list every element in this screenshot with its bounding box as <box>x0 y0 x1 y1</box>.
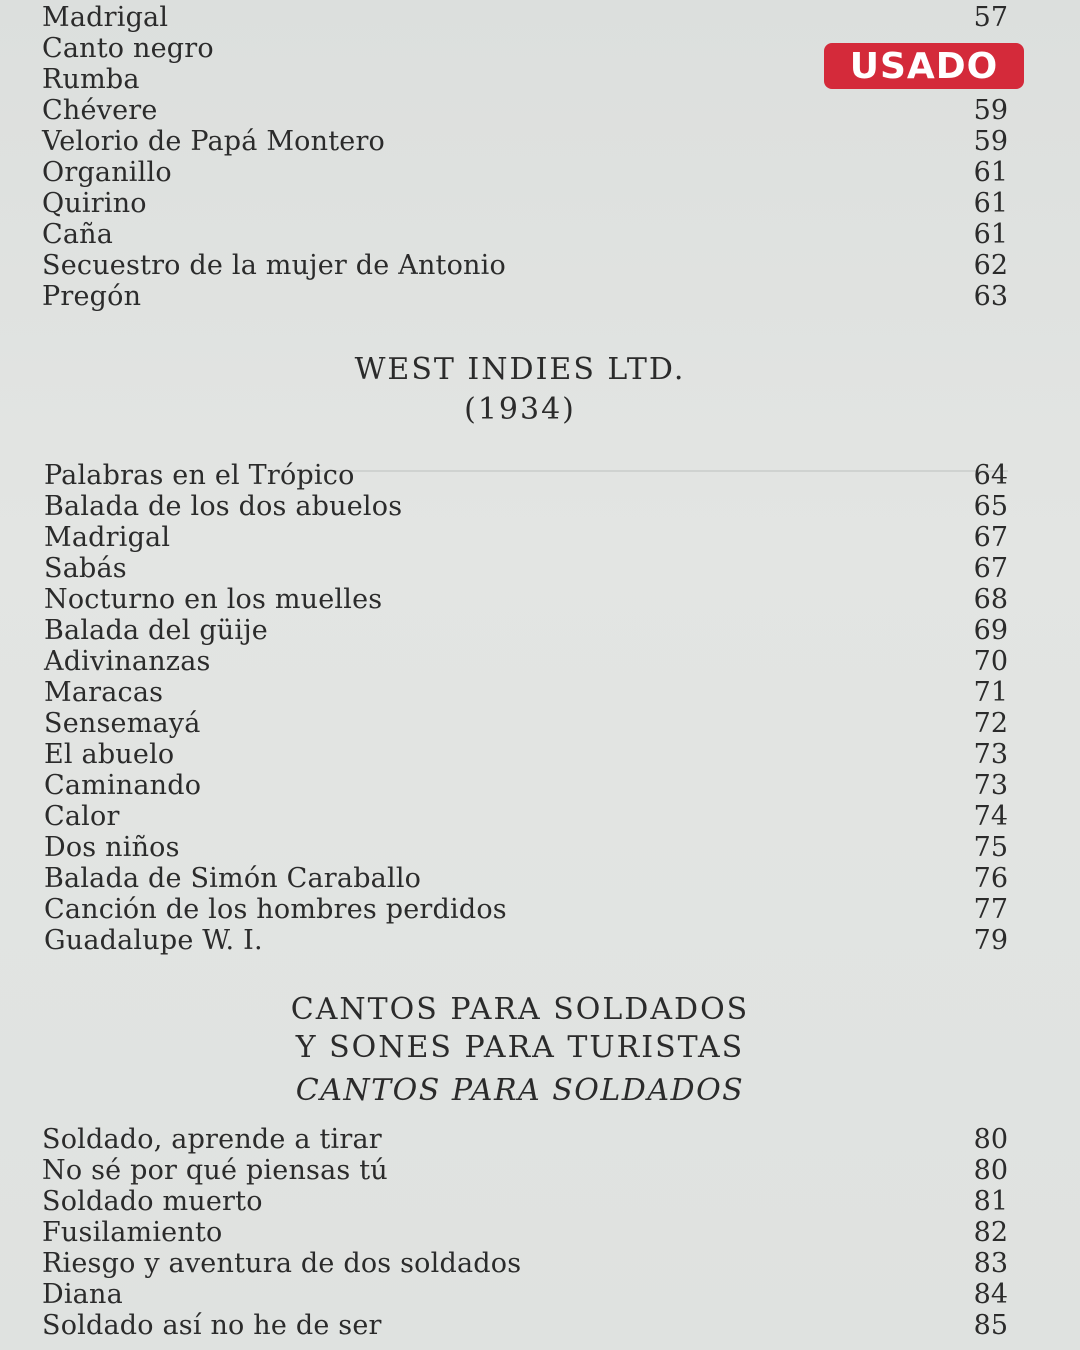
toc-entry <box>42 157 1008 188</box>
toc-entry <box>42 2 1008 33</box>
toc-entry-title: Organillo <box>42 157 172 188</box>
toc-entry <box>42 95 1008 126</box>
toc-entry <box>44 491 1008 522</box>
toc-entry <box>42 1186 1008 1217</box>
toc-entry-title: Riesgo y aventura de dos soldados <box>42 1248 522 1279</box>
used-badge: USADO <box>824 43 1024 89</box>
toc-entry-page: 79 <box>973 925 1008 956</box>
toc-entry <box>42 1310 1008 1341</box>
section-title-cantos-line1: CANTOS PARA SOLDADOS <box>290 992 750 1027</box>
toc-entry <box>44 832 1008 863</box>
toc-entry <box>42 188 1008 219</box>
toc-entry-title: Chévere <box>42 95 158 126</box>
toc-entry <box>44 894 1008 925</box>
toc-entry-title: No sé por qué piensas tú <box>42 1155 388 1186</box>
toc-entry <box>42 219 1008 250</box>
toc-entry-title: El abuelo <box>44 739 175 770</box>
toc-entry <box>44 615 1008 646</box>
toc-entry-page: 72 <box>973 708 1008 739</box>
toc-entry-title: Balada del güije <box>44 615 268 646</box>
toc-entry <box>42 1248 1008 1279</box>
toc-entry-title: Secuestro de la mujer de Antonio <box>42 250 506 281</box>
toc-entry <box>42 1217 1008 1248</box>
toc-entry <box>44 584 1008 615</box>
toc-entry-title: Rumba <box>42 64 140 95</box>
toc-entry-page: 83 <box>973 1248 1008 1279</box>
toc-cantos-list <box>42 1124 1008 1341</box>
toc-entry-title: Madrigal <box>42 2 169 33</box>
toc-entry-title: Sensemayá <box>44 708 201 739</box>
toc-entry-title: Balada de Simón Caraballo <box>44 863 422 894</box>
toc-entry-page: 68 <box>973 584 1008 615</box>
toc-entry <box>44 646 1008 677</box>
toc-entry <box>44 770 1008 801</box>
toc-entry-title: Canto negro <box>42 33 214 64</box>
toc-entry <box>44 863 1008 894</box>
toc-entry <box>44 708 1008 739</box>
toc-entry-page: 63 <box>973 281 1008 312</box>
toc-entry <box>42 1279 1008 1310</box>
toc-entry-page: 61 <box>973 157 1008 188</box>
toc-entry-title: Caminando <box>44 770 202 801</box>
toc-entry <box>44 739 1008 770</box>
toc-entry <box>42 250 1008 281</box>
toc-entry-page: 67 <box>973 522 1008 553</box>
section-title-west-indies: WEST INDIES LTD. <box>354 352 686 387</box>
toc-entry-title: Guadalupe W. I. <box>44 925 263 956</box>
toc-entry-title: Caña <box>42 219 114 250</box>
toc-entry <box>42 281 1008 312</box>
toc-entry-title: Palabras en el Trópico <box>44 460 355 491</box>
toc-entry <box>42 1124 1008 1155</box>
toc-entry-page: 82 <box>973 1217 1008 1248</box>
toc-entry-page: 61 <box>973 219 1008 250</box>
toc-entry-page: 80 <box>973 1155 1008 1186</box>
toc-entry-page: 61 <box>973 188 1008 219</box>
toc-entry-title: Soldado muerto <box>42 1186 263 1217</box>
toc-entry <box>44 677 1008 708</box>
toc-entry <box>44 801 1008 832</box>
toc-entry-title: Soldado así no he de ser <box>42 1310 382 1341</box>
toc-entry-page: 73 <box>973 770 1008 801</box>
toc-entry-page: 74 <box>973 801 1008 832</box>
toc-entry-page: 80 <box>973 1124 1008 1155</box>
toc-entry <box>42 1155 1008 1186</box>
toc-entry-title: Nocturno en los muelles <box>44 584 383 615</box>
toc-entry-title: Canción de los hombres perdidos <box>44 894 507 925</box>
toc-entry-page: 57 <box>973 2 1008 33</box>
section-year: (1934) <box>464 392 576 427</box>
toc-entry-page: 67 <box>973 553 1008 584</box>
toc-entry-page: 62 <box>973 250 1008 281</box>
toc-entry-title: Madrigal <box>44 522 171 553</box>
toc-entry-page: 85 <box>973 1310 1008 1341</box>
toc-entry-page: 65 <box>973 491 1008 522</box>
toc-entry-title: Sabás <box>44 553 127 584</box>
toc-entry-title: Balada de los dos abuelos <box>44 491 403 522</box>
toc-west-indies-list <box>44 460 1008 956</box>
section-title-cantos-line2: Y SONES PARA TURISTAS <box>295 1030 745 1065</box>
toc-entry-page: 73 <box>973 739 1008 770</box>
toc-entry-title: Diana <box>42 1279 123 1310</box>
toc-entry-page: 81 <box>973 1186 1008 1217</box>
toc-entry-page: 75 <box>973 832 1008 863</box>
toc-entry-title: Adivinanzas <box>44 646 211 677</box>
toc-entry-page: 84 <box>973 1279 1008 1310</box>
toc-entry-page: 77 <box>973 894 1008 925</box>
section-subtitle-cantos: CANTOS PARA SOLDADOS <box>295 1073 745 1108</box>
toc-entry-page: 71 <box>973 677 1008 708</box>
toc-entry-page: 59 <box>973 126 1008 157</box>
toc-entry-title: Soldado, aprende a tirar <box>42 1124 382 1155</box>
toc-entry <box>44 925 1008 956</box>
toc-entry-page: 70 <box>973 646 1008 677</box>
toc-entry-title: Pregón <box>42 281 142 312</box>
toc-entry-title: Velorio de Papá Montero <box>42 126 386 157</box>
toc-entry-title: Quirino <box>42 188 147 219</box>
toc-entry-title: Maracas <box>44 677 164 708</box>
toc-entry-title: Dos niños <box>44 832 180 863</box>
toc-entry-page: 59 <box>973 95 1008 126</box>
toc-entry-title: Fusilamiento <box>42 1217 223 1248</box>
toc-entry-page: 64 <box>973 460 1008 491</box>
toc-entry <box>44 460 1008 491</box>
toc-entry-title: Calor <box>44 801 120 832</box>
toc-entry-page: 69 <box>973 615 1008 646</box>
toc-entry <box>44 522 1008 553</box>
toc-entry <box>44 553 1008 584</box>
toc-entry <box>42 126 1008 157</box>
toc-entry-page: 76 <box>973 863 1008 894</box>
